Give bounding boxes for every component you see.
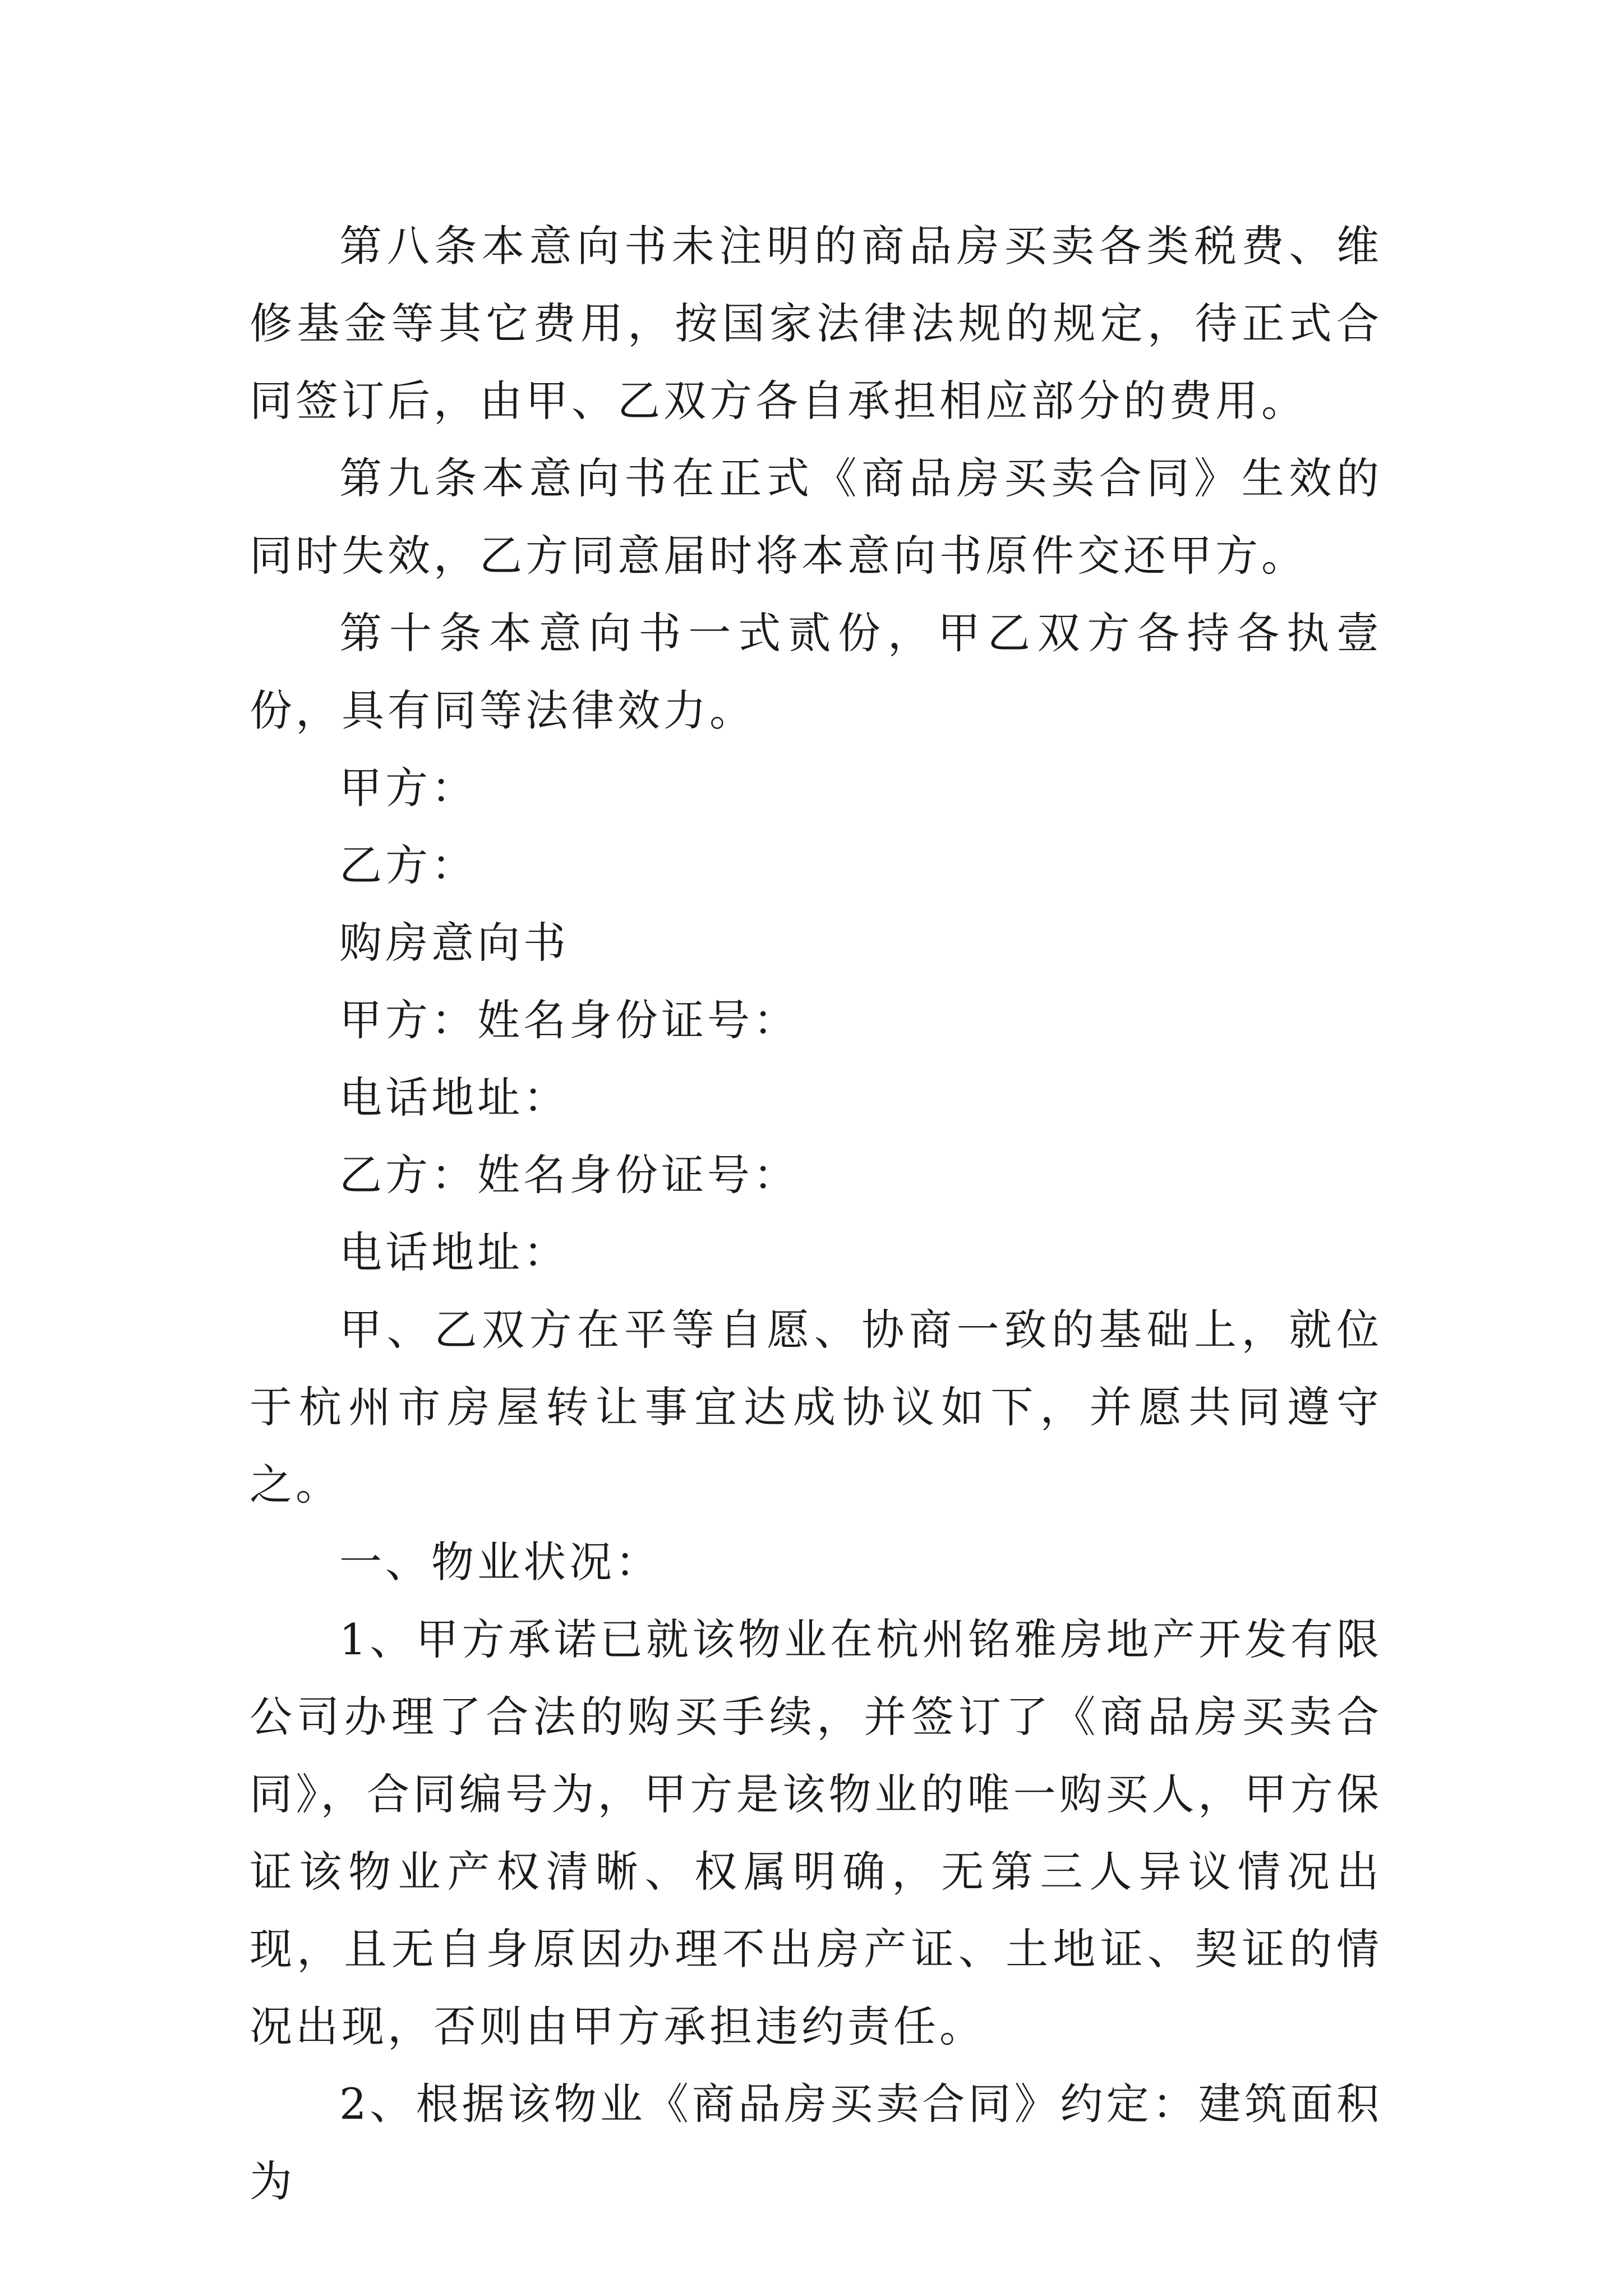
document-body bbox=[250, 208, 1382, 2220]
party-b-signature-line: 乙方： bbox=[339, 840, 477, 890]
party-a-name-id: 甲方：姓名身份证号： bbox=[339, 995, 799, 1045]
heading-property-status: 一、物业状况： bbox=[339, 1537, 661, 1587]
party-b-name-id: 乙方：姓名身份证号： bbox=[339, 1150, 799, 1200]
paragraph-article-8: 第八条本意向书未注明的商品房买卖各类税费、维修基金等其它费用，按国家法律法规的规定，待正式合同签订后，由甲、乙双方各自承担相应部分的费用。 bbox=[250, 221, 1382, 426]
party-b-phone-address: 电话地址： bbox=[339, 1227, 569, 1277]
party-a-phone-address: 电话地址： bbox=[339, 1073, 569, 1122]
paragraph-article-9: 第九条本意向书在正式《商品房买卖合同》生效的同时失效，乙方同意届时将本意向书原件交还甲方。 bbox=[250, 453, 1382, 581]
agreement-preamble: 甲、乙双方在平等自愿、协商一致的基础上，就位于杭州市房屋转让事宜达成协议如下，并愿共同遵守之。 bbox=[250, 1305, 1382, 1510]
clause-1: 1、甲方承诺已就该物业在杭州铭雅房地产开发有限公司办理了合法的购买手续，并签订了《商品房买卖合同》，合同编号为，甲方是该物业的唯一购买人，甲方保证该物业产权清晰、权属明确，无第三人异议情况出现，且无自身原因办理不出房产证、土地证、契证的情况出现，否则由甲方承担违约责任。 bbox=[250, 1614, 1382, 2051]
clause-2: 2、根据该物业《商品房买卖合同》约定：建筑面积为 bbox=[250, 2079, 1382, 2206]
section-title: 购房意向书 bbox=[339, 918, 569, 968]
paragraph-article-10: 第十条本意向书一式贰份，甲乙双方各持各执壹份，具有同等法律效力。 bbox=[250, 608, 1382, 735]
party-a-signature-line: 甲方： bbox=[339, 763, 477, 813]
